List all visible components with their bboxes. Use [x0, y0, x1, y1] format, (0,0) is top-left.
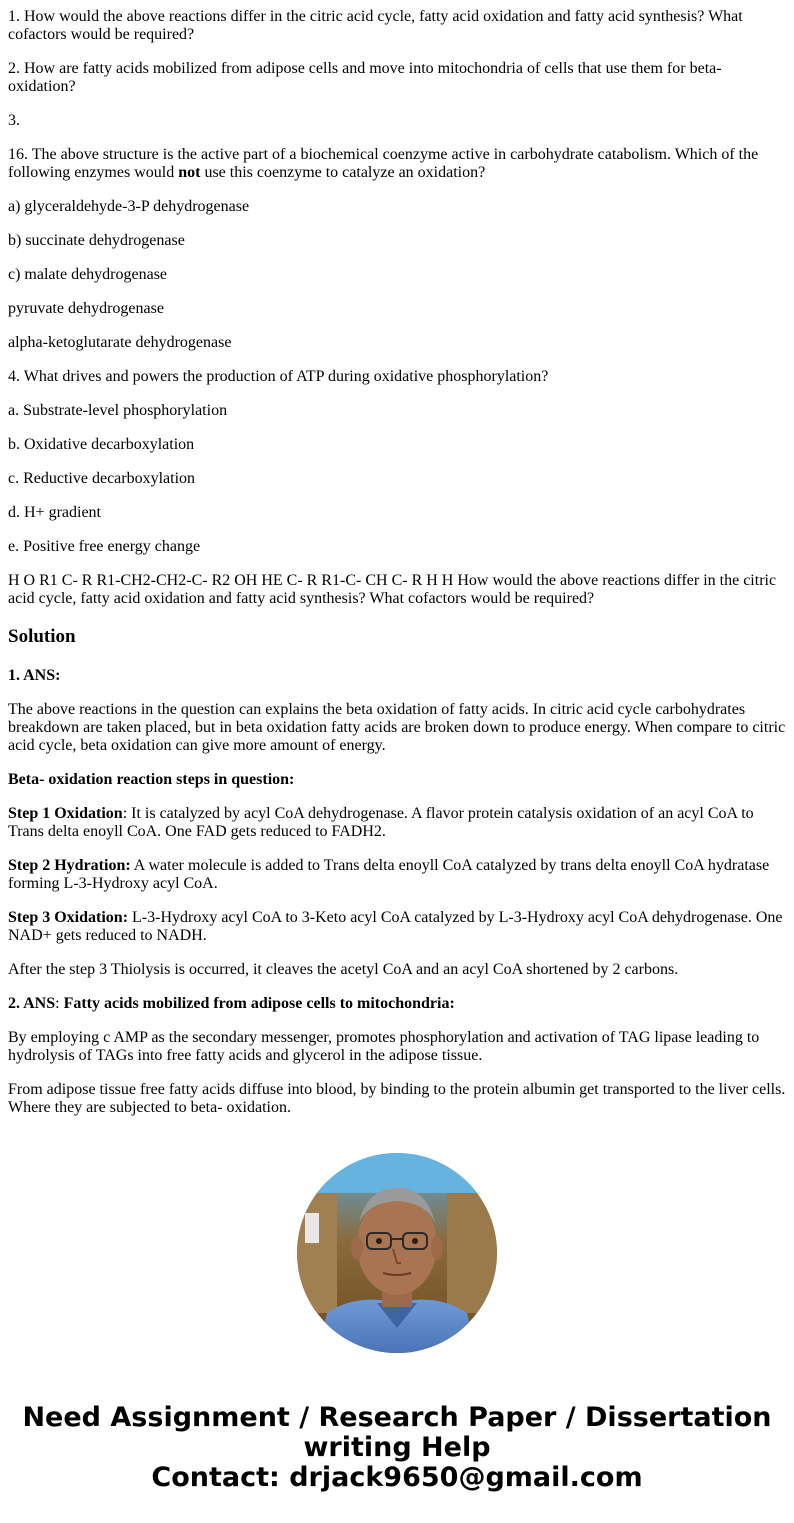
answer-2-sep: :: [55, 995, 64, 1012]
q16-option: c) malate dehydrogenase: [8, 266, 168, 283]
step-2-text: A water molecule is added to Trans delta enoyll CoA catalyzed by trans delta enoyll CoA hydratase forming L-3-Hydroxy acyl CoA.: [8, 857, 770, 892]
q16-option: pyruvate dehydrogenase: [8, 300, 164, 317]
step-2-label: Step 2 Hydration:: [8, 857, 131, 874]
banner-line-2: writing Help: [303, 1432, 491, 1463]
answer-1-label: [8, 667, 786, 685]
avatar: [297, 1153, 497, 1353]
answer-1-label-text: 1. ANS:: [8, 667, 61, 684]
question-16-emphasis: not: [178, 164, 201, 181]
q16-option: alpha-ketoglutarate dehydrogenase: [8, 334, 232, 351]
q4-option: e. Positive free energy change: [8, 538, 201, 555]
steps-heading: [8, 771, 786, 789]
q16-option: b) succinate dehydrogenase: [8, 232, 185, 249]
solution-heading: Solution: [8, 626, 76, 647]
step-1-label: Step 1 Oxidation: [8, 805, 123, 822]
thiolysis-text: After the step 3 Thiolysis is occurred, it cleaves the acetyl CoA and an acyl CoA shortened by 2 carbons.: [8, 961, 679, 978]
q4-option: d. H+ gradient: [8, 504, 101, 521]
answer-2-heading: Fatty acids mobilized from adipose cells to mitochondria:: [63, 995, 455, 1012]
step-3-label: Step 3 Oxidation:: [8, 909, 129, 926]
question-16-pre: 16. The above structure is the active part of a biochemical coenzyme active in carbohydrate catabolism. Which of the following enzymes would: [8, 146, 759, 181]
step-1: [8, 805, 786, 841]
question-3: 3.: [8, 112, 20, 129]
question-1: 1. How would the above reactions differ in the citric acid cycle, fatty acid oxidation and fatty acid synthesis? What cofactors would be required?: [8, 8, 743, 43]
question-4: 4. What drives and powers the production of ATP during oxidative phosphorylation?: [8, 368, 549, 385]
q16-option: a) glyceraldehyde-3-P dehydrogenase: [8, 198, 250, 215]
answer-2-label-text: 2. ANS: [8, 995, 56, 1012]
avatar-portrait-icon: [297, 1153, 497, 1353]
q4-option: b. Oxidative decarboxylation: [8, 436, 195, 453]
banner-line-1: Need Assignment / Research Paper / Dissertation: [22, 1402, 772, 1433]
question-16-post: use this coenzyme to catalyze an oxidation?: [200, 164, 486, 181]
structure-text: H O R1 C- R R1-CH2-CH2-C- R2 OH HE C- R R1-C- CH C- R H H How would the above reactions differ in the citric acid cycle, fatty acid oxidation and fatty acid synthesis? What cofactors would be required?: [8, 572, 777, 607]
question-16: [8, 146, 786, 182]
q4-option: a. Substrate-level phosphorylation: [8, 402, 228, 419]
step-2: [8, 857, 786, 893]
step-1-text: : It is catalyzed by acyl CoA dehydrogenase. A flavor protein catalysis oxidation of an acyl CoA to Trans delta enoyll CoA. One FAD gets reduced to FADH2.: [8, 805, 754, 840]
banner-contact[interactable]: Contact: drjack9650@gmail.com: [151, 1462, 643, 1493]
answer-2-paragraph-1: By employing c AMP as the secondary messenger, promotes phosphorylation and activation of TAG lipase leading to hydrolysis of TAGs into free fatty acids and glycerol in the adipose tissue.: [8, 1029, 760, 1064]
answer-2-label: [8, 995, 786, 1013]
answer-2-paragraph-2: From adipose tissue free fatty acids diffuse into blood, by binding to the protein albumin get transported to the liver cells. Where they are subjected to beta- oxidation.: [8, 1081, 786, 1116]
q4-option: c. Reductive decarboxylation: [8, 470, 196, 487]
question-2: 2. How are fatty acids mobilized from adipose cells and move into mitochondria of cells that use them for beta-oxidation?: [8, 60, 722, 95]
step-3-text: L-3-Hydroxy acyl CoA to 3-Keto acyl CoA catalyzed by L-3-Hydroxy acyl CoA dehydrogenase. One NAD+ gets reduced to NADH.: [8, 909, 783, 944]
steps-heading-text: Beta- oxidation reaction steps in question:: [8, 771, 295, 788]
help-banner: [0, 1403, 794, 1493]
answer-1-text: The above reactions in the question can explains the beta oxidation of fatty acids. In citric acid cycle carbohydrates breakdown are taken placed, but in beta oxidation fatty acids are broken down to produce energy. When compare to citric acid cycle, beta oxidation can give more amount of energy.: [8, 701, 786, 754]
step-3: [8, 909, 786, 945]
